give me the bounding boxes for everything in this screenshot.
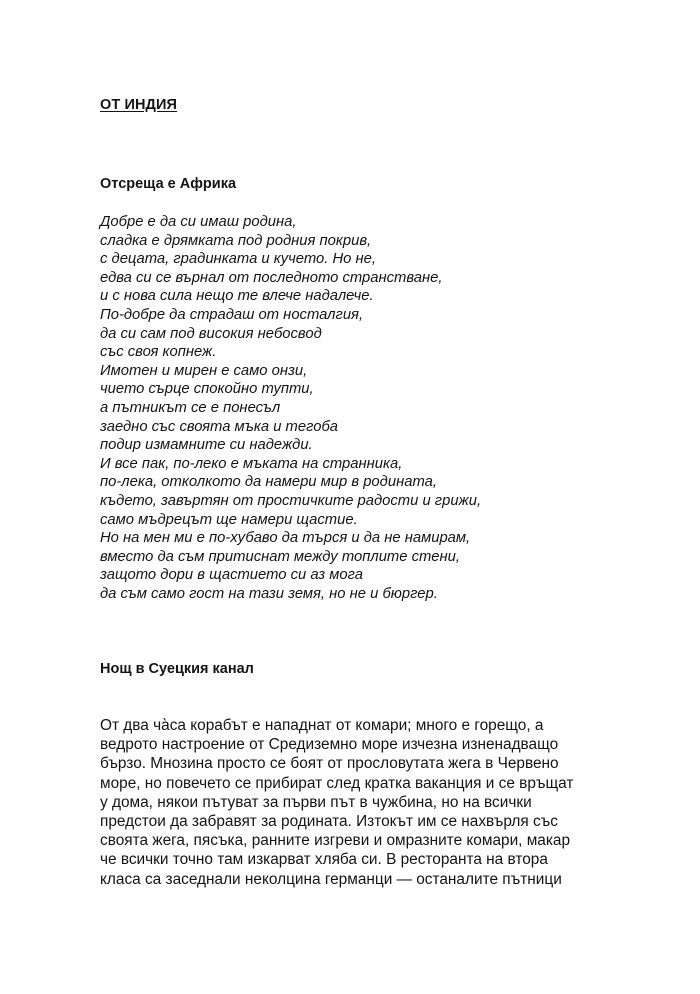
poem-line: само мъдрецът ще намери щастие. [100,511,358,528]
poem-line: едва си се върнал от последното странстване, [100,269,443,286]
prose-line: своята жега, пясъка, ранните изгреви и омразните комари, макар [100,832,571,850]
prose-line: ведрото настроение от Средиземно море изчезна изненадващо [100,736,559,754]
prose-line: море, но повечето се прибират след кратка ваканция и се връщат [100,774,574,792]
prose-title: Нощ в Суецкия канал [100,661,254,677]
prose-body [100,716,573,889]
poem-line: И все пак, по-леко е мъката на странника, [100,455,403,472]
poem-line: със своя копнеж. [100,344,217,361]
prose-line: у дома, някои пътуват за първи път в чужбина, но на всички [100,793,532,811]
poem-line: вместо да съм притиснат между топлите стени, [100,548,461,565]
poem-line: защото дори в щастието си аз мога [100,567,363,584]
poem-line: а пътникът се е понесъл [100,399,281,416]
poem-title: Отсреща е Африка [100,176,237,192]
poem-line: По-добре да страдаш от носталгия, [100,306,364,323]
prose-line: предстои да забравят за родината. Изтокът им се нахвърля със [100,812,558,830]
poem-line: Добре е да си имаш родина, [100,214,297,230]
prose-line: бързо. Мнозина просто се боят от прословутата жега в Червено [100,755,559,773]
prose-line: че всички точно там изкарват хляба си. В ресторанта на втора [100,851,548,869]
poem-line: където, завъртян от простичките радости и грижи, [100,492,482,509]
poem-line: по-лека, отколкото да намери мир в родината, [100,474,437,491]
poem-line: да си сам под високия небосвод [100,325,322,342]
section-title: ОТ ИНДИЯ [100,97,178,113]
poem-line: сладка е дрямката под родния покрив, [100,232,372,249]
prose-line: От два ча̀са корабът е нападнат от комари; много е горещо, а [100,717,544,734]
poem-line: Имотен и мирен е само онзи, [100,362,308,379]
poem-line: с децата, градинката и кучето. Но не, [100,251,376,268]
poem-body [100,213,481,603]
poem-line: подир измамните си надежди. [100,437,313,454]
poem-line: и с нова сила нещо те влече надалече. [100,288,374,305]
prose-line: класа са заседнали неколцина германци — останалите пътници [100,870,562,888]
poem-line: чието сърце спокойно тупти, [100,381,314,398]
poem-line: Но на мен ми е по-хубаво да търся и да не намирам, [100,530,471,547]
poem-line: заедно със своята мъка и тегоба [100,418,339,435]
poem-line: да съм само гост на тази земя, но не и бюргер. [100,585,438,602]
